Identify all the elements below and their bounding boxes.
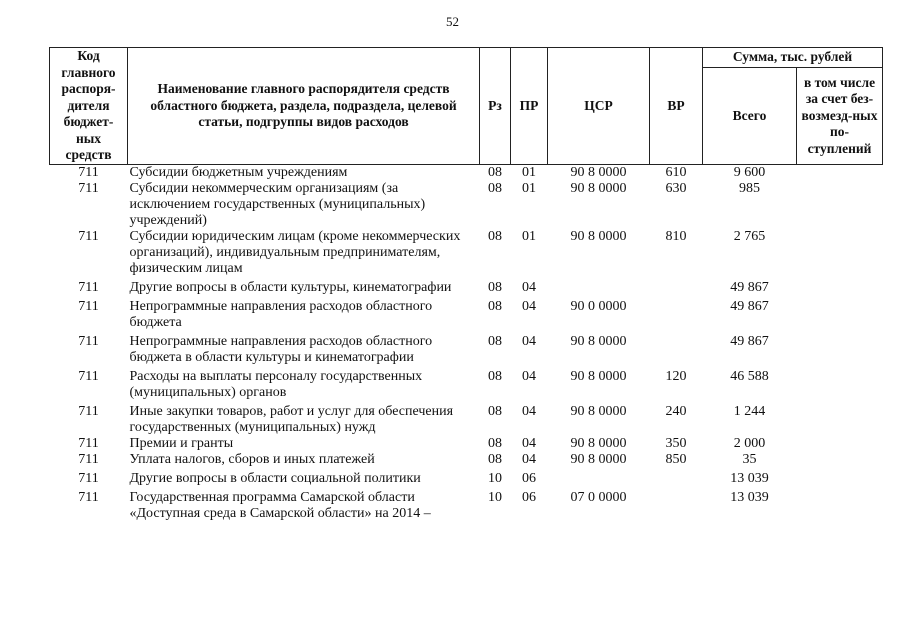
cell-csr: 90 8 0000 [570,436,627,451]
budget-table [49,47,883,522]
cell-name: Уплата налогов, сборов и иных платежей [129,452,375,467]
header-rz: Рз [480,48,511,165]
cell-name: Субсидии юридическим лицам (кроме некоммерческих организаций), индивидуальным предпринимателям, физическим лицам [129,229,461,276]
cell-total: 46 588 [730,369,769,384]
cell-csr: 90 8 0000 [570,334,627,349]
cell-vr [650,296,703,331]
cell-total: 9 600 [733,165,766,180]
cell-gratuitous [797,401,883,436]
cell-rz: 08 [488,334,502,349]
cell-gratuitous [797,468,883,487]
table-row [50,181,883,229]
table-row [50,229,883,277]
cell-gratuitous [797,487,883,522]
cell-name: Расходы на выплаты персоналу государственных (муниципальных) органов [129,369,423,400]
table-body [50,165,883,523]
cell-vr: 120 [665,369,687,384]
table-row [50,401,883,436]
cell-total: 13 039 [730,471,769,486]
cell-code: 711 [78,334,99,349]
cell-pr: 04 [522,404,536,419]
table-row [50,331,883,366]
cell-gratuitous [797,452,883,468]
cell-gratuitous [797,181,883,229]
cell-code: 711 [78,229,99,244]
cell-vr: 610 [665,165,687,180]
cell-code: 711 [78,181,99,196]
cell-csr: 90 8 0000 [570,181,627,196]
cell-vr [650,468,703,487]
cell-csr [548,468,650,487]
cell-total: 2 000 [733,436,766,451]
header-vr: ВР [650,48,703,165]
table-row [50,468,883,487]
cell-name: Непрограммные направления расходов областного бюджета [129,299,433,330]
cell-gratuitous [797,436,883,452]
cell-vr: 850 [665,452,687,467]
cell-name: Непрограммные направления расходов областного бюджета в области культуры и кинематографии [129,334,433,365]
table-row [50,165,883,182]
cell-name: Государственная программа Самарской области «Доступная среда в Самарской области» на 2014 – [129,490,431,521]
page-number: 52 [446,14,459,29]
cell-code: 711 [78,436,99,451]
cell-vr [650,277,703,296]
cell-code: 711 [78,404,99,419]
cell-pr: 04 [522,280,536,295]
cell-code: 711 [78,165,99,180]
header-code: Код главного распоря-дителя бюджет-ных средств [50,48,128,165]
cell-rz: 08 [488,299,502,314]
cell-rz: 08 [488,280,502,295]
cell-gratuitous [797,165,883,182]
header-gratuitous: в том числе за счет без-возмезд-ных по-ступлений [797,68,883,165]
cell-rz: 08 [488,404,502,419]
cell-name: Другие вопросы в области культуры, кинематографии [129,280,452,295]
header-sum-group: Сумма, тыс. рублей [703,48,883,68]
cell-rz: 10 [488,471,502,486]
header-name: Наименование главного распорядителя средств областного бюджета, раздела, подраздела, целевой статьи, подгруппы видов расходов [128,48,480,165]
header-csr: ЦСР [548,48,650,165]
cell-csr: 90 8 0000 [570,404,627,419]
cell-gratuitous [797,331,883,366]
header-total: Всего [703,68,797,165]
cell-total: 13 039 [730,490,769,505]
cell-pr: 01 [522,165,536,180]
cell-vr: 240 [665,404,687,419]
cell-name: Премии и гранты [129,436,234,451]
table-row [50,296,883,331]
cell-total: 985 [739,181,760,196]
cell-gratuitous [797,296,883,331]
table-row [50,487,883,522]
cell-vr: 350 [665,436,687,451]
table-row [50,366,883,401]
cell-pr: 06 [522,471,536,486]
cell-code: 711 [78,490,99,505]
cell-total: 2 765 [733,229,766,244]
cell-csr: 90 8 0000 [570,229,627,244]
table-row [50,452,883,468]
cell-csr: 90 8 0000 [570,369,627,384]
cell-code: 711 [78,299,99,314]
cell-vr [650,487,703,522]
cell-rz: 08 [488,165,502,180]
cell-vr [650,331,703,366]
cell-pr: 01 [522,181,536,196]
cell-code: 711 [78,452,99,467]
cell-pr: 06 [522,490,536,505]
cell-gratuitous [797,229,883,277]
cell-rz: 08 [488,436,502,451]
cell-code: 711 [78,369,99,384]
cell-csr: 90 0 0000 [570,299,627,314]
table-row [50,277,883,296]
cell-gratuitous [797,366,883,401]
cell-name: Субсидии бюджетным учреждениям [129,165,348,180]
cell-csr [548,277,650,296]
cell-total: 35 [742,452,757,467]
cell-rz: 08 [488,369,502,384]
cell-pr: 01 [522,229,536,244]
table-header [50,48,883,165]
header-pr: ПР [511,48,548,165]
cell-csr: 90 8 0000 [570,452,627,467]
cell-total: 49 867 [730,334,769,349]
cell-csr: 07 0 0000 [570,490,627,505]
cell-name: Субсидии некоммерческим организациям (за исключением государственных (муниципальных) учреждений) [129,181,426,228]
cell-pr: 04 [522,334,536,349]
cell-name: Другие вопросы в области социальной политики [129,471,421,486]
cell-pr: 04 [522,452,536,467]
cell-pr: 04 [522,369,536,384]
cell-total: 49 867 [730,299,769,314]
cell-rz: 08 [488,452,502,467]
table-row [50,436,883,452]
cell-csr: 90 8 0000 [570,165,627,180]
cell-total: 49 867 [730,280,769,295]
cell-pr: 04 [522,299,536,314]
cell-pr: 04 [522,436,536,451]
cell-code: 711 [78,471,99,486]
cell-gratuitous [797,277,883,296]
cell-name: Иные закупки товаров, работ и услуг для обеспечения государственных (муниципальных) нужд [129,404,454,435]
cell-rz: 10 [488,490,502,505]
cell-vr: 630 [665,181,687,196]
cell-rz: 08 [488,181,502,196]
cell-rz: 08 [488,229,502,244]
cell-vr: 810 [665,229,687,244]
cell-code: 711 [78,280,99,295]
cell-total: 1 244 [733,404,766,419]
